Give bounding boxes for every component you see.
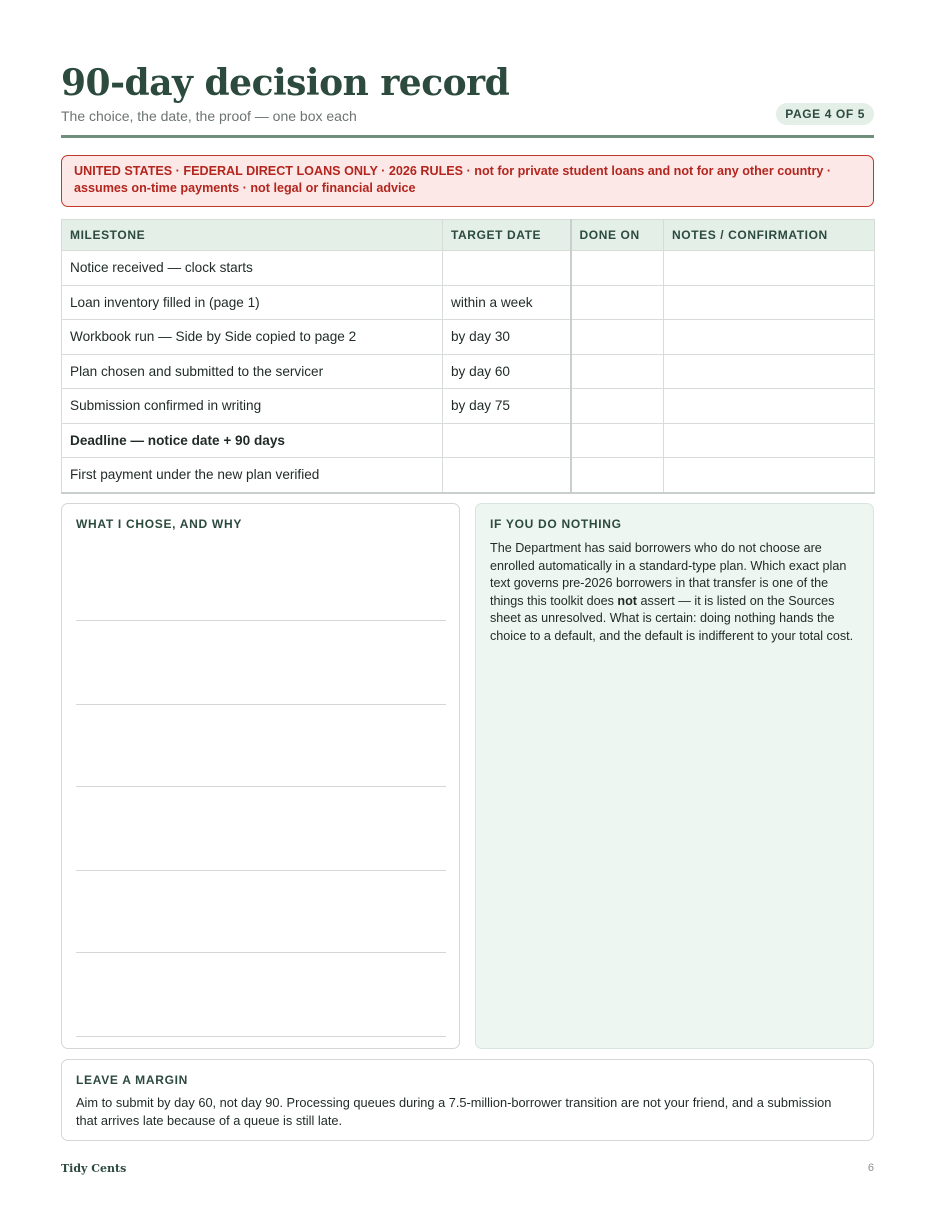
writing-line [76,786,446,787]
writing-line [76,620,446,621]
target-date-cell[interactable] [443,458,571,493]
table-row [62,389,875,424]
done-on-cell[interactable] [571,285,664,320]
column-header-milestone: MILESTONE [62,220,443,251]
done-on-cell[interactable] [571,320,664,355]
target-date-cell: within a week [443,285,571,320]
milestone-cell: Submission confirmed in writing [62,389,443,424]
writing-line [76,704,446,705]
done-on-cell[interactable] [571,423,664,458]
column-header-notes: NOTES / CONFIRMATION [664,220,875,251]
milestone-cell: Deadline — notice date + 90 days [62,423,443,458]
header-divider [61,135,874,138]
footer-page-number: 6 [867,1162,874,1174]
leave-a-margin-heading: LEAVE A MARGIN [76,1073,189,1087]
notes-cell[interactable] [664,423,875,458]
column-header-done-on: DONE ON [571,220,664,251]
target-date-cell: by day 75 [443,389,571,424]
page-badge: PAGE 4 OF 5 [776,103,874,125]
table-row-deadline [62,423,875,458]
notes-cell[interactable] [664,251,875,286]
if-you-do-nothing-heading: IF YOU DO NOTHING [490,517,622,531]
notes-cell[interactable] [664,285,875,320]
notes-cell[interactable] [664,320,875,355]
notes-cell[interactable] [664,458,875,493]
writing-line [76,952,446,953]
milestone-cell: Notice received — clock starts [62,251,443,286]
table-row [62,285,875,320]
page-subtitle: The choice, the date, the proof — one box each [61,108,357,124]
milestone-cell: First payment under the new plan verified [62,458,443,493]
if-you-do-nothing-box [475,503,874,1049]
milestone-cell: Plan chosen and submitted to the servicer [62,354,443,389]
if-you-do-nothing-text [490,540,862,645]
target-date-cell: by day 60 [443,354,571,389]
body-text: assert — it is listed on the Sources sheet as unresolved. What is certain: doing nothing hands the choice to a default, and the default is indifferent to your total cost. [490,593,854,643]
what-i-chose-heading: WHAT I CHOSE, AND WHY [76,517,243,531]
leave-a-margin-text: Aim to submit by day 60, not day 90. Processing queues during a 7.5-million-borrower transition are not your friend, and a submission that arrives late because of a queue is still late. [76,1095,832,1128]
done-on-cell[interactable] [571,389,664,424]
scope-warning-banner: UNITED STATES · FEDERAL DIRECT LOANS ONLY · 2026 RULES · not for private student loans and not for any other country · assumes on-time payments · not legal or financial advice [61,155,874,207]
what-i-chose-box[interactable] [61,503,460,1049]
table-row [62,354,875,389]
column-header-target-date: TARGET DATE [443,220,571,251]
target-date-cell[interactable] [443,423,571,458]
table-row [62,458,875,493]
writing-line [76,1036,446,1037]
notes-cell[interactable] [664,354,875,389]
notes-cell[interactable] [664,389,875,424]
writing-line [76,870,446,871]
milestone-table [61,219,875,494]
page-title: 90-day decision record [61,62,510,104]
emphasis-text: not [617,593,638,608]
target-date-cell[interactable] [443,251,571,286]
leave-a-margin-box [61,1059,874,1141]
done-on-cell[interactable] [571,251,664,286]
footer-brand: Tidy Cents [61,1162,127,1175]
milestone-cell: Loan inventory filled in (page 1) [62,285,443,320]
body-text: The Department has said borrowers who do not choose are enrolled automatically in a standard-type plan. Which exact plan text governs pre-2026 borrowers in that transfer is one of the things this toolkit does [490,541,847,608]
table-row [62,320,875,355]
table-row [62,251,875,286]
target-date-cell: by day 30 [443,320,571,355]
table-header-row [62,220,875,251]
milestone-cell: Workbook run — Side by Side copied to page 2 [62,320,443,355]
done-on-cell[interactable] [571,354,664,389]
done-on-cell[interactable] [571,458,664,493]
